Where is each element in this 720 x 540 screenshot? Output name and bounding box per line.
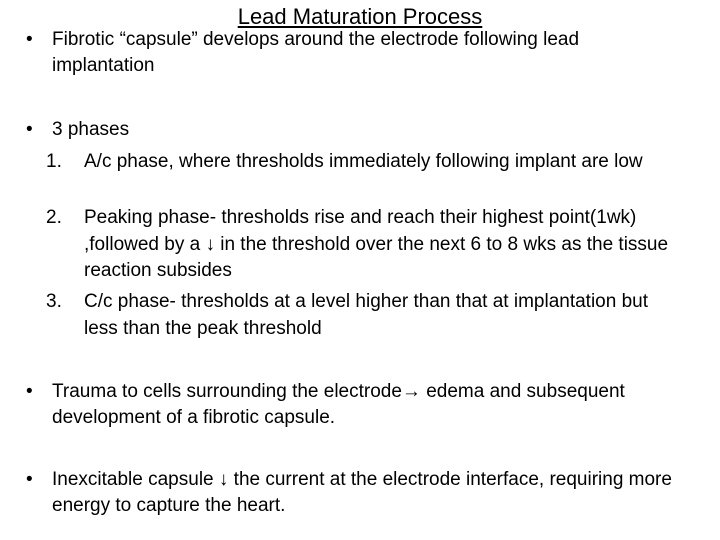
bullet-inexcitable-capsule (26, 467, 706, 519)
bullet-dot-icon: • (26, 29, 33, 50)
phase-number: 3. (46, 291, 62, 312)
phase-item (46, 205, 686, 285)
phase-text: Peaking phase- thresholds rise and reach their highest point(1wk) ,followed by a ↓ in the threshold over the next 6 to 8 wks as the tissue reaction subsides (84, 207, 669, 281)
phase-text: C/c phase- thresholds at a level higher than that at implantation but less than the peak threshold (84, 291, 649, 339)
bullet-dot-icon: • (26, 381, 33, 402)
phase-number: 2. (46, 207, 62, 228)
bullet-dot-icon: • (26, 469, 33, 490)
bullet-text: Inexcitable capsule ↓ the current at the electrode interface, requiring more energy to capture the heart. (52, 469, 672, 516)
bullet-text: 3 phases (52, 119, 130, 140)
phase-item (46, 149, 686, 176)
bullet-three-phases (26, 117, 706, 143)
bullet-text: Trauma to cells surrounding the electrode→ edema and subsequent development of a fibrotic capsule. (52, 381, 625, 428)
slide-title: Lead Maturation Process (237, 4, 483, 29)
phase-text: A/c phase, where thresholds immediately following implant are low (84, 151, 643, 172)
bullet-trauma (26, 379, 706, 431)
phase-number: 1. (46, 151, 62, 172)
bullet-dot-icon: • (26, 119, 33, 140)
bullet-text: Fibrotic “capsule” develops around the electrode following lead implantation (52, 29, 580, 76)
phase-item (46, 289, 686, 342)
bullet-fibrotic-capsule (26, 27, 706, 79)
